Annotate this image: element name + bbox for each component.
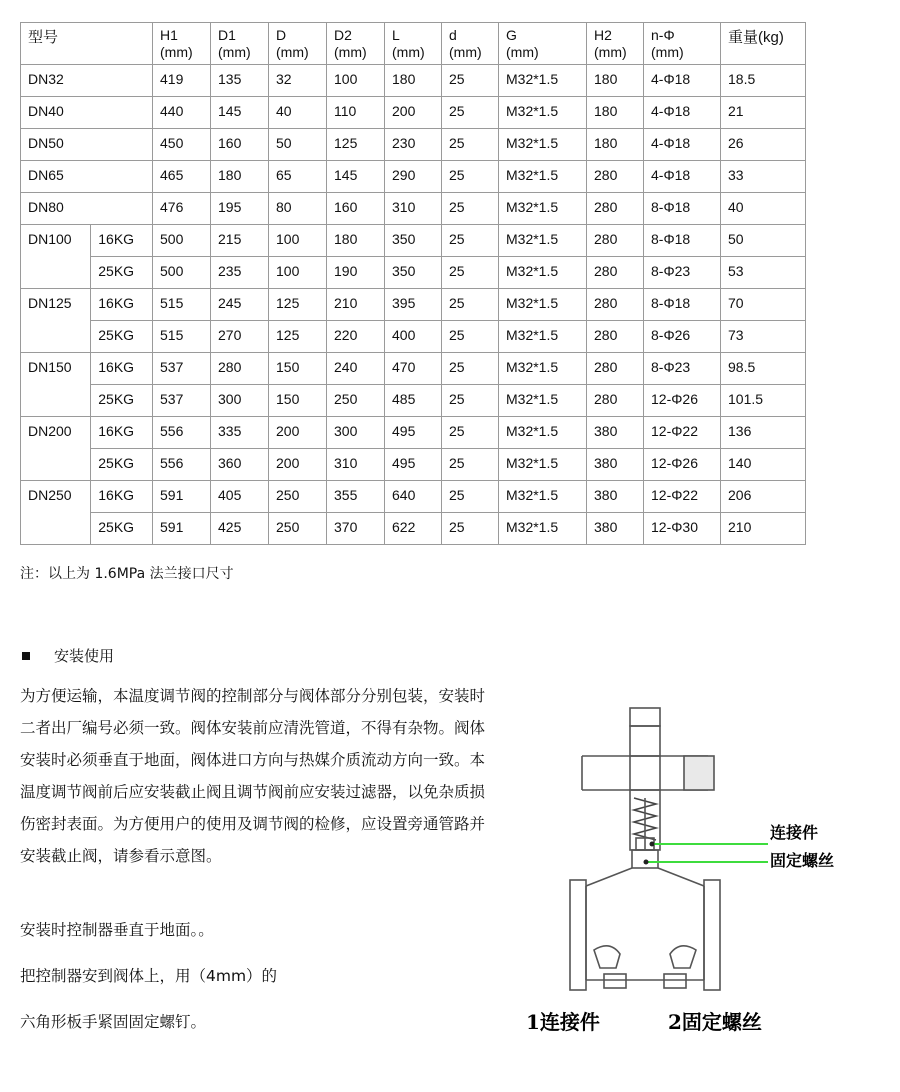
header-dsmall-unit: (mm) xyxy=(449,44,482,60)
cell-d2: 370 xyxy=(327,513,385,545)
header-h1-unit: (mm) xyxy=(160,44,193,60)
right-flange xyxy=(704,880,720,990)
header-d1-unit: (mm) xyxy=(218,44,251,60)
cell-nphi: 12-Φ22 xyxy=(644,481,721,513)
cell-l: 485 xyxy=(385,385,442,417)
cell-dsmall: 25 xyxy=(442,353,499,385)
header-l xyxy=(385,23,442,65)
cell-h1: 515 xyxy=(153,321,211,353)
valve-body-top xyxy=(586,868,704,886)
square-bullet-icon xyxy=(22,652,30,660)
header-d1 xyxy=(211,23,269,65)
cell-model: DN100 xyxy=(21,225,91,289)
cell-h2: 280 xyxy=(587,193,644,225)
cell-dsmall: 25 xyxy=(442,449,499,481)
cell-nphi: 8-Φ23 xyxy=(644,353,721,385)
cell-dsmall: 25 xyxy=(442,513,499,545)
cell-nphi: 12-Φ26 xyxy=(644,385,721,417)
cell-weight: 50 xyxy=(721,225,806,257)
cell-g: M32*1.5 xyxy=(499,161,587,193)
header-d2-unit: (mm) xyxy=(334,44,367,60)
header-dsmall-label: d xyxy=(449,27,457,43)
actuator-right-handle xyxy=(684,756,714,790)
cell-h1: 515 xyxy=(153,289,211,321)
cell-d2: 125 xyxy=(327,129,385,161)
cell-weight: 70 xyxy=(721,289,806,321)
cell-nphi: 4-Φ18 xyxy=(644,97,721,129)
cell-g: M32*1.5 xyxy=(499,385,587,417)
cell-d: 100 xyxy=(269,257,327,289)
cell-model: DN200 xyxy=(21,417,91,481)
cell-g: M32*1.5 xyxy=(499,513,587,545)
header-weight: 重量(kg) xyxy=(721,23,806,65)
install-paragraph: 为方便运输，本温度调节阀的控制部分与阀体部分分别包装，安装时二者出厂编号必须一致。阀体安装前应清洗管道，不得有杂物。阀体安装时必须垂直于地面，阀体进口方向与热媒介质流动方向一致。本温度调节阀前后应安装截止阀且调节阀前应安装过滤器，以免杂质损伤密封表面。为方便用户的使用及调节阀的检修，应设置旁通管路并安装截止阀，请参看示意图。 xyxy=(20,687,486,865)
header-nphi-label: n-Φ xyxy=(651,27,675,43)
cell-d1: 145 xyxy=(211,97,269,129)
cell-h2: 380 xyxy=(587,481,644,513)
cell-dsmall: 25 xyxy=(442,225,499,257)
cell-pressure: 16KG xyxy=(91,353,153,385)
cell-h2: 280 xyxy=(587,225,644,257)
valve-diagram xyxy=(520,690,900,1090)
cell-nphi: 12-Φ30 xyxy=(644,513,721,545)
cell-dsmall: 25 xyxy=(442,417,499,449)
cell-d1: 160 xyxy=(211,129,269,161)
cell-pressure: 16KG xyxy=(91,289,153,321)
cell-weight: 53 xyxy=(721,257,806,289)
cell-h2: 180 xyxy=(587,129,644,161)
cell-l: 200 xyxy=(385,97,442,129)
cell-nphi: 8-Φ26 xyxy=(644,321,721,353)
cell-l: 395 xyxy=(385,289,442,321)
cell-d2: 145 xyxy=(327,161,385,193)
cell-nphi: 8-Φ18 xyxy=(644,225,721,257)
install-paragraph: 六角形板手紧固固定螺钉。 xyxy=(20,1013,207,1031)
cell-dsmall: 25 xyxy=(442,257,499,289)
cell-l: 350 xyxy=(385,225,442,257)
cell-d: 150 xyxy=(269,353,327,385)
cell-h1: 500 xyxy=(153,225,211,257)
section-title: 安装使用 xyxy=(54,647,115,665)
cell-l: 230 xyxy=(385,129,442,161)
cell-d1: 215 xyxy=(211,225,269,257)
actuator-top-cap xyxy=(630,708,660,726)
header-h1 xyxy=(153,23,211,65)
header-l-unit: (mm) xyxy=(392,44,425,60)
install-paragraph: 把控制器安到阀体上，用（4mm）的 xyxy=(20,967,278,985)
cell-dsmall: 25 xyxy=(442,481,499,513)
cell-h2: 380 xyxy=(587,513,644,545)
header-d2-label: D2 xyxy=(334,27,352,43)
left-seat xyxy=(594,946,620,968)
table-row xyxy=(21,65,806,97)
table-row xyxy=(21,161,806,193)
cell-h1: 556 xyxy=(153,417,211,449)
cell-d: 125 xyxy=(269,289,327,321)
cell-d2: 110 xyxy=(327,97,385,129)
cell-d1: 405 xyxy=(211,481,269,513)
cell-weight: 21 xyxy=(721,97,806,129)
header-d-label: D xyxy=(276,27,287,43)
cell-h2: 280 xyxy=(587,161,644,193)
cell-l: 495 xyxy=(385,449,442,481)
cell-weight: 140 xyxy=(721,449,806,481)
cell-l: 622 xyxy=(385,513,442,545)
cell-pressure: 25KG xyxy=(91,513,153,545)
cell-h2: 280 xyxy=(587,385,644,417)
valve-body-sides xyxy=(586,886,704,980)
cell-model: DN65 xyxy=(21,161,153,193)
cell-d: 80 xyxy=(269,193,327,225)
cell-l: 470 xyxy=(385,353,442,385)
cell-d: 250 xyxy=(269,481,327,513)
connector-pointer-dot xyxy=(650,842,655,847)
cell-h2: 380 xyxy=(587,449,644,481)
cell-d1: 180 xyxy=(211,161,269,193)
table-row xyxy=(21,513,806,545)
cell-weight: 18.5 xyxy=(721,65,806,97)
cell-g: M32*1.5 xyxy=(499,289,587,321)
cell-g: M32*1.5 xyxy=(499,225,587,257)
table-row xyxy=(21,385,806,417)
cell-h2: 180 xyxy=(587,97,644,129)
connector-label: 连接件 xyxy=(770,823,819,842)
section-heading xyxy=(20,645,114,666)
cell-dsmall: 25 xyxy=(442,97,499,129)
cell-d2: 300 xyxy=(327,417,385,449)
cell-l: 400 xyxy=(385,321,442,353)
cell-d2: 240 xyxy=(327,353,385,385)
cell-model: DN250 xyxy=(21,481,91,545)
cell-d1: 235 xyxy=(211,257,269,289)
actuator-center-body xyxy=(630,756,660,790)
cell-nphi: 4-Φ18 xyxy=(644,65,721,97)
cell-d1: 425 xyxy=(211,513,269,545)
cell-nphi: 4-Φ18 xyxy=(644,129,721,161)
cell-d2: 355 xyxy=(327,481,385,513)
header-h2 xyxy=(587,23,644,65)
cell-nphi: 12-Φ26 xyxy=(644,449,721,481)
table-note: 注：以上为 1.6MPa 法兰接口尺寸 xyxy=(20,566,234,582)
cell-weight: 206 xyxy=(721,481,806,513)
cell-h1: 537 xyxy=(153,353,211,385)
left-flange xyxy=(570,880,586,990)
cell-weight: 26 xyxy=(721,129,806,161)
cell-dsmall: 25 xyxy=(442,385,499,417)
cell-h1: 476 xyxy=(153,193,211,225)
cell-model: DN150 xyxy=(21,353,91,417)
cell-pressure: 16KG xyxy=(91,417,153,449)
table-row xyxy=(21,97,806,129)
cell-model: DN50 xyxy=(21,129,153,161)
fixing-screw-label: 固定螺丝 xyxy=(770,851,835,870)
cell-d: 150 xyxy=(269,385,327,417)
table-row xyxy=(21,321,806,353)
cell-h1: 556 xyxy=(153,449,211,481)
cell-d: 200 xyxy=(269,417,327,449)
cell-d: 250 xyxy=(269,513,327,545)
cell-g: M32*1.5 xyxy=(499,353,587,385)
cell-nphi: 8-Φ18 xyxy=(644,193,721,225)
header-g-label: G xyxy=(506,27,517,43)
table-header-row xyxy=(21,23,806,65)
cell-nphi: 8-Φ18 xyxy=(644,289,721,321)
header-nphi-unit: (mm) xyxy=(651,44,684,60)
header-d xyxy=(269,23,327,65)
cell-h2: 280 xyxy=(587,289,644,321)
cell-g: M32*1.5 xyxy=(499,193,587,225)
header-h2-unit: (mm) xyxy=(594,44,627,60)
cell-g: M32*1.5 xyxy=(499,129,587,161)
table-row xyxy=(21,449,806,481)
valve-neck xyxy=(632,850,658,868)
cell-pressure: 16KG xyxy=(91,225,153,257)
cell-g: M32*1.5 xyxy=(499,449,587,481)
cell-d2: 220 xyxy=(327,321,385,353)
cell-d: 125 xyxy=(269,321,327,353)
cell-model: DN32 xyxy=(21,65,153,97)
cell-model: DN125 xyxy=(21,289,91,353)
cell-d: 65 xyxy=(269,161,327,193)
header-model: 型号 xyxy=(21,23,153,65)
cell-d: 50 xyxy=(269,129,327,161)
header-g xyxy=(499,23,587,65)
cell-l: 495 xyxy=(385,417,442,449)
cell-model: DN80 xyxy=(21,193,153,225)
table-row xyxy=(21,257,806,289)
cell-g: M32*1.5 xyxy=(499,97,587,129)
bottom-caption-screw: 2固定螺丝 xyxy=(668,1010,762,1034)
header-dsmall xyxy=(442,23,499,65)
cell-dsmall: 25 xyxy=(442,129,499,161)
cell-d1: 300 xyxy=(211,385,269,417)
cell-h2: 380 xyxy=(587,417,644,449)
cell-d2: 310 xyxy=(327,449,385,481)
cell-g: M32*1.5 xyxy=(499,321,587,353)
cell-pressure: 25KG xyxy=(91,385,153,417)
table-row xyxy=(21,193,806,225)
table-row xyxy=(21,481,806,513)
cell-pressure: 25KG xyxy=(91,321,153,353)
cell-l: 640 xyxy=(385,481,442,513)
cell-h2: 280 xyxy=(587,353,644,385)
cell-l: 290 xyxy=(385,161,442,193)
cell-h1: 537 xyxy=(153,385,211,417)
cell-d2: 210 xyxy=(327,289,385,321)
table-row xyxy=(21,417,806,449)
table-row xyxy=(21,225,806,257)
table-row xyxy=(21,353,806,385)
screw-pointer-dot xyxy=(644,860,649,865)
header-d1-label: D1 xyxy=(218,27,236,43)
actuator-column xyxy=(630,726,660,756)
cell-dsmall: 25 xyxy=(442,193,499,225)
cell-dsmall: 25 xyxy=(442,289,499,321)
cell-g: M32*1.5 xyxy=(499,257,587,289)
cell-weight: 98.5 xyxy=(721,353,806,385)
cell-weight: 33 xyxy=(721,161,806,193)
cell-d: 100 xyxy=(269,225,327,257)
bottom-plug-left xyxy=(604,974,626,988)
cell-pressure: 25KG xyxy=(91,449,153,481)
cell-h1: 591 xyxy=(153,481,211,513)
cell-model: DN40 xyxy=(21,97,153,129)
cell-d1: 270 xyxy=(211,321,269,353)
actuator-left-arm xyxy=(582,756,630,790)
cell-h1: 591 xyxy=(153,513,211,545)
table-body xyxy=(21,65,806,545)
cell-d2: 160 xyxy=(327,193,385,225)
cell-d2: 100 xyxy=(327,65,385,97)
header-l-label: L xyxy=(392,27,400,43)
cell-nphi: 8-Φ23 xyxy=(644,257,721,289)
header-d2 xyxy=(327,23,385,65)
header-g-unit: (mm) xyxy=(506,44,539,60)
cell-dsmall: 25 xyxy=(442,161,499,193)
cell-g: M32*1.5 xyxy=(499,481,587,513)
cell-h2: 280 xyxy=(587,257,644,289)
cell-h1: 440 xyxy=(153,97,211,129)
right-seat xyxy=(670,946,696,968)
bottom-plug-right xyxy=(664,974,686,988)
cell-d: 40 xyxy=(269,97,327,129)
install-paragraph: 安装时控制器垂直于地面。。 xyxy=(20,921,214,939)
cell-d1: 245 xyxy=(211,289,269,321)
cell-dsmall: 25 xyxy=(442,65,499,97)
header-nphi xyxy=(644,23,721,65)
cell-weight: 210 xyxy=(721,513,806,545)
cell-l: 180 xyxy=(385,65,442,97)
cell-d2: 250 xyxy=(327,385,385,417)
cell-weight: 101.5 xyxy=(721,385,806,417)
cell-h2: 180 xyxy=(587,65,644,97)
cell-pressure: 16KG xyxy=(91,481,153,513)
cell-g: M32*1.5 xyxy=(499,65,587,97)
spec-table xyxy=(20,22,806,545)
cell-d2: 190 xyxy=(327,257,385,289)
cell-h2: 280 xyxy=(587,321,644,353)
cell-h1: 450 xyxy=(153,129,211,161)
cell-nphi: 4-Φ18 xyxy=(644,161,721,193)
header-d-unit: (mm) xyxy=(276,44,309,60)
header-h2-label: H2 xyxy=(594,27,612,43)
table-row xyxy=(21,289,806,321)
cell-g: M32*1.5 xyxy=(499,417,587,449)
cell-d: 200 xyxy=(269,449,327,481)
cell-h1: 465 xyxy=(153,161,211,193)
cell-d1: 135 xyxy=(211,65,269,97)
cell-d2: 180 xyxy=(327,225,385,257)
cell-l: 350 xyxy=(385,257,442,289)
bottom-caption-connector: 1连接件 xyxy=(526,1010,600,1034)
cell-d: 32 xyxy=(269,65,327,97)
cell-weight: 40 xyxy=(721,193,806,225)
cell-h1: 500 xyxy=(153,257,211,289)
cell-h1: 419 xyxy=(153,65,211,97)
header-h1-label: H1 xyxy=(160,27,178,43)
cell-d1: 280 xyxy=(211,353,269,385)
cell-weight: 136 xyxy=(721,417,806,449)
cell-pressure: 25KG xyxy=(91,257,153,289)
cell-l: 310 xyxy=(385,193,442,225)
cell-d1: 195 xyxy=(211,193,269,225)
cell-nphi: 12-Φ22 xyxy=(644,417,721,449)
cell-d1: 335 xyxy=(211,417,269,449)
cell-weight: 73 xyxy=(721,321,806,353)
table-row xyxy=(21,129,806,161)
cell-d1: 360 xyxy=(211,449,269,481)
cell-dsmall: 25 xyxy=(442,321,499,353)
